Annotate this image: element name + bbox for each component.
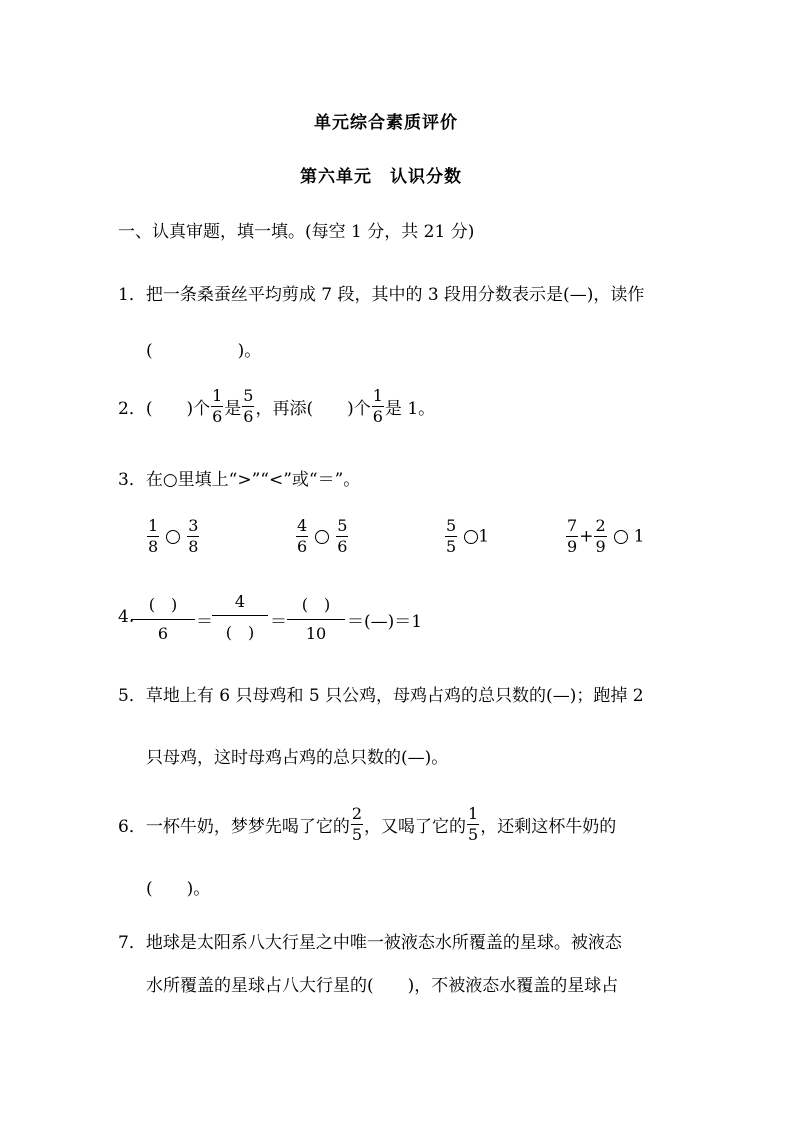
- q2-fraction-1: [211, 388, 223, 425]
- question-6-line-2: ( )。: [146, 879, 211, 899]
- numerator: 4: [297, 516, 308, 535]
- denominator: 6: [297, 537, 308, 556]
- fraction: [187, 518, 199, 555]
- denominator: 9: [567, 537, 578, 556]
- compare-circle[interactable]: [464, 530, 478, 544]
- question-7-line-1: 7．地球是太阳系八大行星之中唯一被液态水所覆盖的星球。被液态: [118, 933, 622, 953]
- q6-text-a: 6．一杯牛奶，梦梦先喝了它的: [118, 817, 350, 837]
- question-1-line-2: ( )。: [146, 341, 262, 361]
- denominator: 10: [305, 624, 327, 643]
- page-title: 单元综合素质评价: [314, 113, 458, 133]
- denominator: 5: [446, 537, 457, 556]
- denominator: 6: [212, 407, 223, 426]
- denominator: 6: [337, 537, 348, 556]
- q6-text-b: ，又喝了它的: [364, 817, 467, 837]
- compare-circle[interactable]: [614, 530, 628, 544]
- q3-pair-4: [565, 518, 644, 555]
- numerator: 5: [243, 386, 254, 405]
- numerator: 2: [595, 516, 606, 535]
- numerator: 1: [148, 516, 159, 535]
- fraction: [296, 518, 308, 555]
- fraction: [566, 518, 578, 555]
- denominator: 8: [148, 537, 159, 556]
- numerator: 2: [351, 804, 363, 823]
- question-1-line-1: 1．把一条桑蚕丝平均剪成 7 段，其中的 3 段用分数表示是(—)，读作: [118, 285, 645, 305]
- equals-sign: ＝: [270, 612, 287, 632]
- plus-sign: +: [579, 526, 594, 547]
- question-6: [118, 806, 616, 843]
- numerator: 4: [212, 592, 268, 616]
- denominator: 5: [351, 825, 363, 844]
- q2-fraction-2: [242, 388, 254, 425]
- denominator: 6: [157, 624, 169, 643]
- question-5-line-2: 只母鸡，这时母鸡占鸡的总只数的(—)。: [146, 748, 449, 768]
- question-5-line-1: 5．草地上有 6 只母鸡和 5 只公鸡，母鸡占鸡的总只数的(—)；跑掉 2: [118, 686, 644, 706]
- equals-sign: ＝: [196, 612, 213, 632]
- q4-fraction-3: [287, 592, 345, 643]
- q6-fraction-1: [351, 806, 363, 843]
- page-subtitle: 第六单元 认识分数: [300, 167, 462, 187]
- compare-circle[interactable]: [315, 530, 329, 544]
- section-heading: 一、认真审题，填一填。(每空 1 分，共 21 分): [118, 222, 475, 242]
- denominator: 9: [595, 537, 606, 556]
- question-2: [118, 388, 435, 425]
- q3-pair-1: [146, 518, 200, 555]
- q2-text-d: 是 1。: [384, 399, 436, 419]
- q4-fraction-1: [131, 592, 195, 643]
- fraction: [594, 518, 606, 555]
- q4-tail: ＝(—)＝1: [347, 612, 423, 632]
- fraction: [336, 518, 348, 555]
- denominator: 8: [188, 537, 199, 556]
- question-3: 3．在○里填上“>”“<”或“＝”。: [118, 470, 361, 490]
- q3-pair-2: [295, 518, 349, 555]
- q2-fraction-3: [372, 388, 384, 425]
- numerator: 1: [468, 804, 479, 823]
- numerator: 1: [212, 386, 223, 405]
- value: 1: [633, 526, 645, 547]
- numerator[interactable]: ( ): [131, 592, 195, 620]
- q6-fraction-2: [467, 806, 479, 843]
- numerator: 1: [372, 386, 383, 405]
- numerator: 3: [188, 516, 199, 535]
- denominator: 6: [243, 407, 254, 426]
- numerator: 5: [446, 516, 457, 535]
- numerator: 7: [567, 516, 578, 535]
- q6-text-c: ，还剩这杯牛奶的: [480, 817, 617, 837]
- q2-text-b: 是: [224, 399, 242, 419]
- value: 1: [478, 526, 490, 547]
- fraction: [147, 518, 159, 555]
- numerator[interactable]: ( ): [287, 592, 345, 620]
- q2-text-a: 2．( )个: [118, 399, 211, 419]
- q2-text-c: ，再添( )个: [255, 399, 371, 419]
- denominator[interactable]: ( ): [225, 623, 255, 642]
- denominator: 6: [372, 407, 383, 426]
- numerator: 5: [337, 516, 348, 535]
- fraction: [445, 518, 457, 555]
- question-7-line-2: 水所覆盖的星球占八大行星的( )，不被液态水覆盖的星球占: [146, 976, 619, 996]
- q4-fraction-2: [212, 592, 268, 643]
- compare-circle[interactable]: [166, 530, 180, 544]
- q4-label: 4.: [118, 607, 135, 627]
- denominator: 5: [468, 825, 479, 844]
- q3-pair-3: [444, 518, 489, 555]
